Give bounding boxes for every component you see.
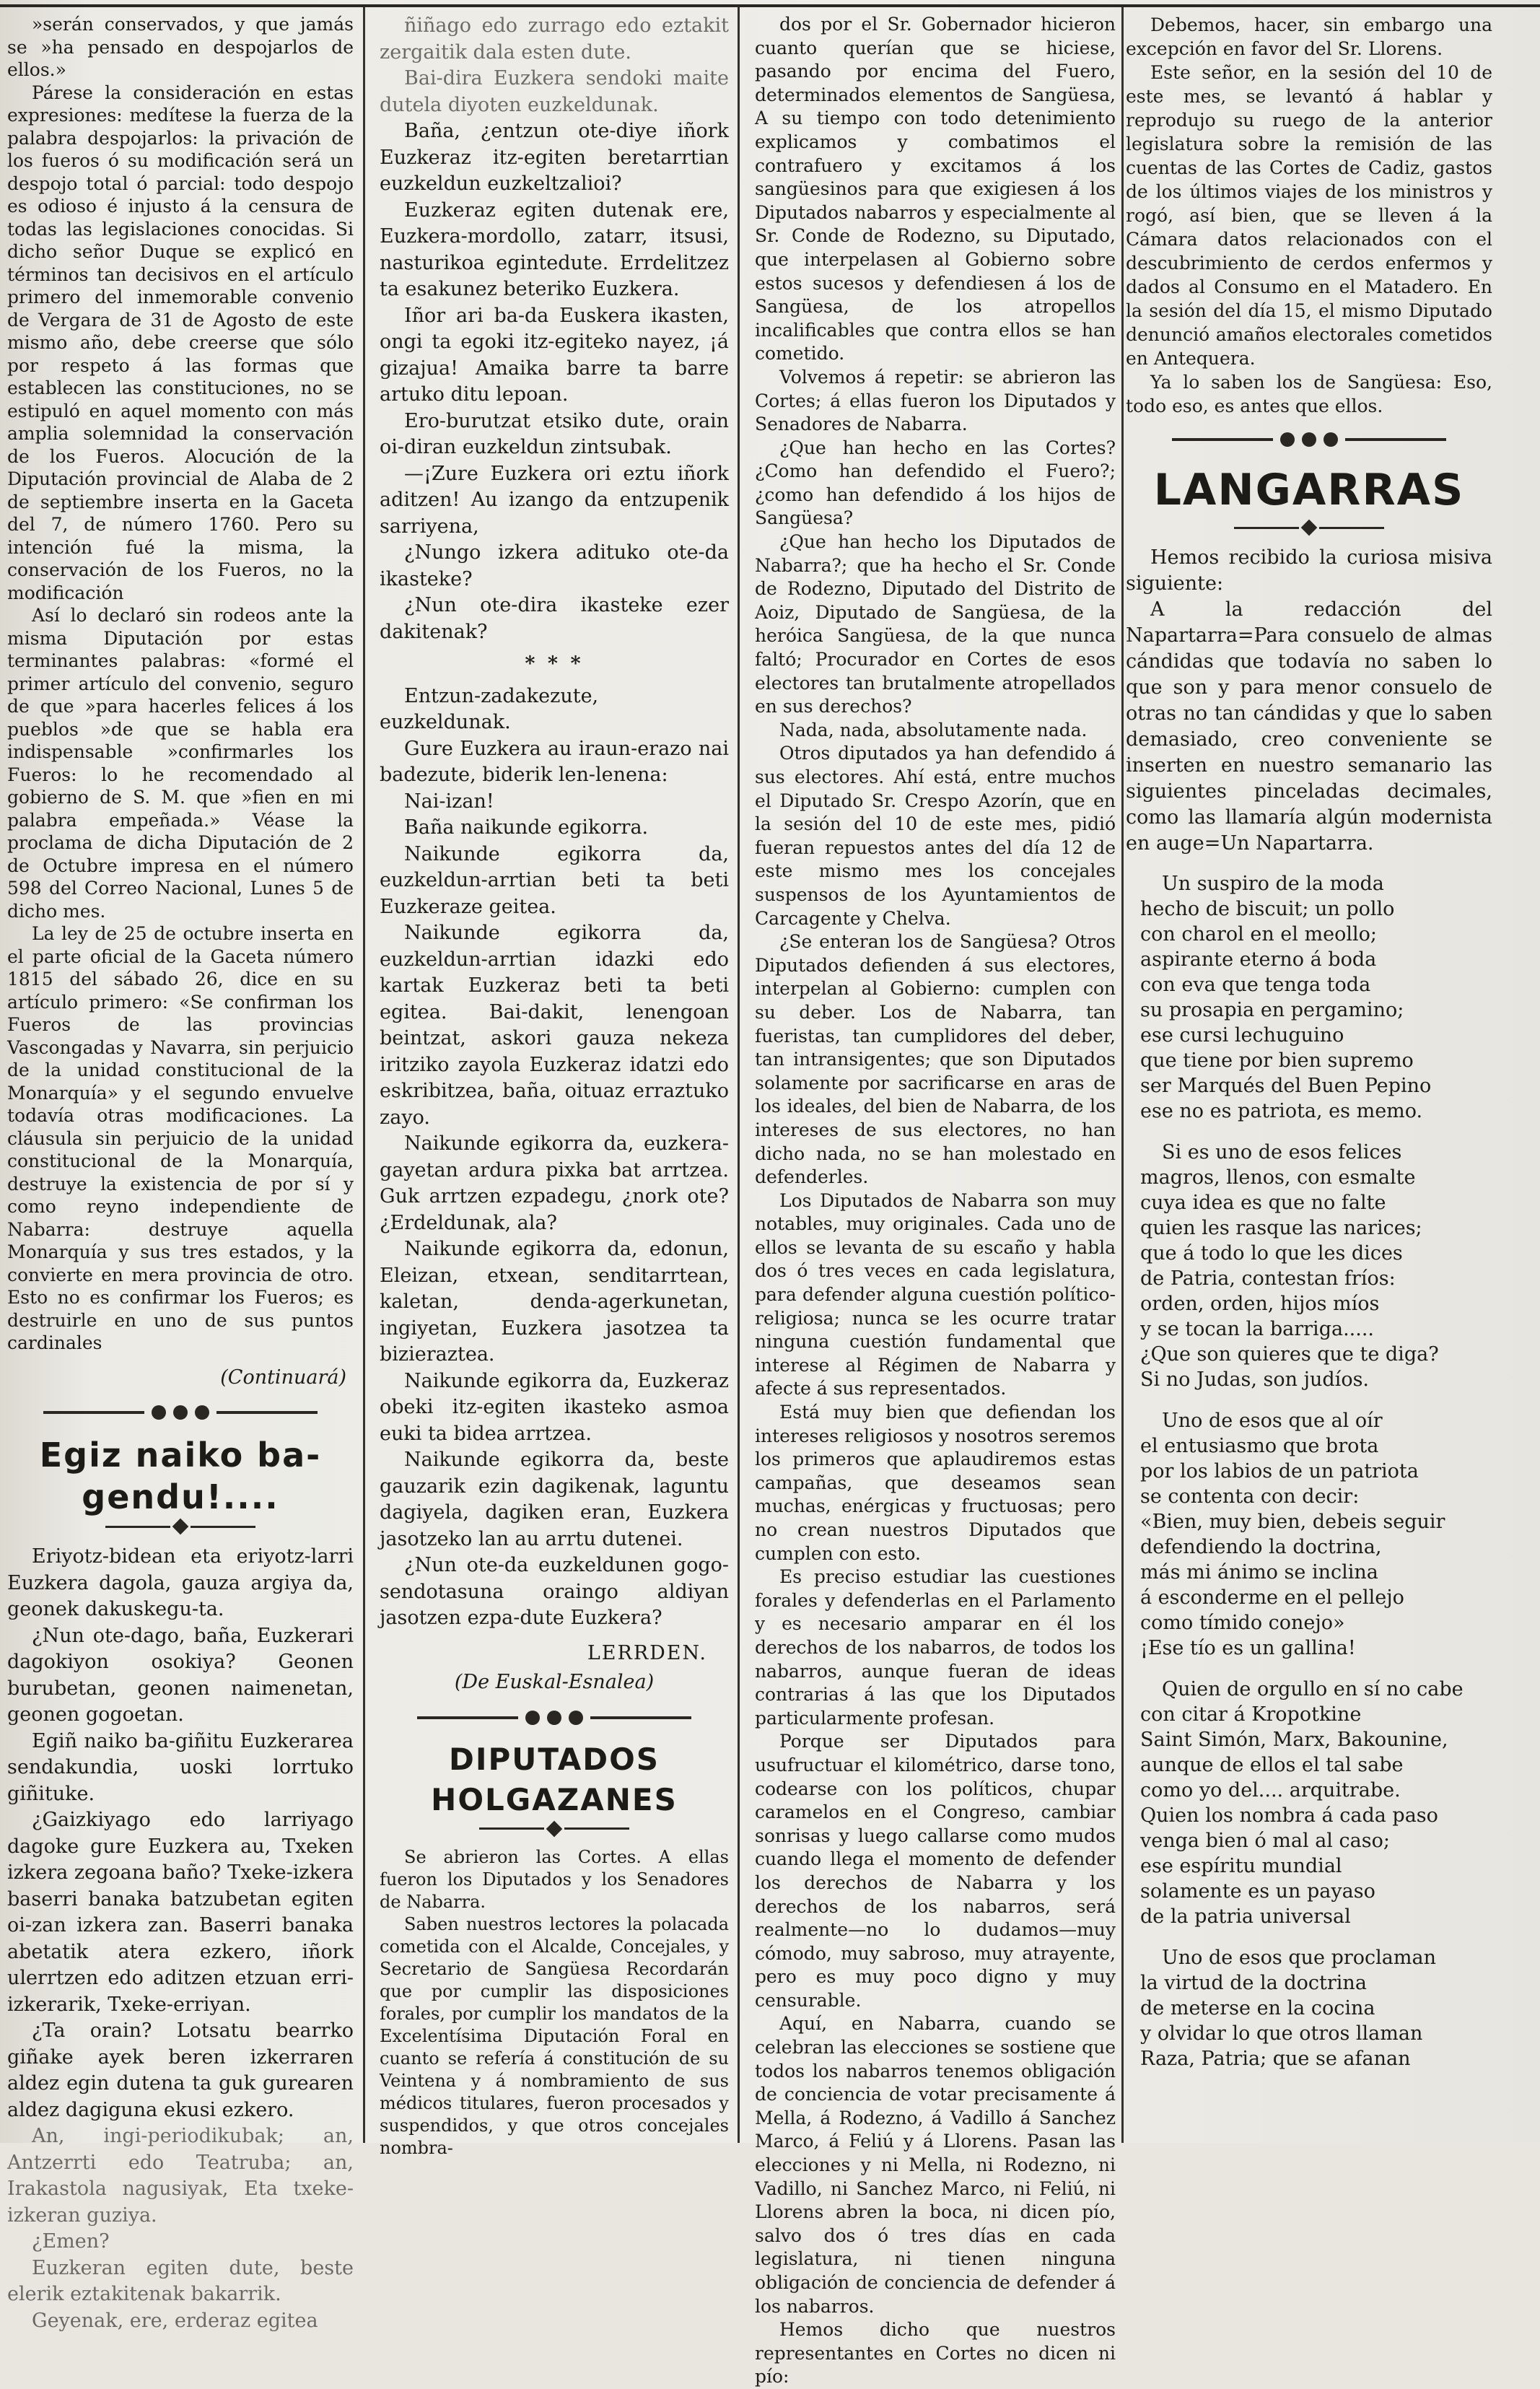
paragraph: ¿Que han hecho los Diputados de Nabarra?; que ha hecho el Sr. Conde de Rodezno, Diputado del Distrito de Aoiz, Diputado de Sangüesa, de la heróica Sangüesa, de la que nunca faltó; Procurador en Cortes de esos electores tan brutalmente atropellados en sus derechos? <box>755 531 1116 717</box>
poem-line: Uno de esos que proclaman <box>1162 1947 1436 1969</box>
poem-line: «Bien, muy bien, debeis seguir <box>1140 1511 1445 1533</box>
poem-line: ese no es patriota, es memo. <box>1140 1100 1423 1122</box>
paragraph: ¿Emen? <box>32 2230 110 2253</box>
paragraph: Baña, ¿entzun ote-diye iñork Euzkeraz itz-egiten beretarrtian euzkeldun euzkeltzalioi? <box>380 120 729 195</box>
continued-note: (Continuará) <box>220 1366 346 1389</box>
paragraph: Los Diputados de Nabarra son muy notables, muy originales. Cada uno de ellos se levanta de su escaño y habla dos ó tres veces en cada legislatura, para defender alguna cuestión político-religiosa; nunca se les ocurre tratar ninguna cuestión fundamental que interese al Régimen de Nabarra y afecte á sus representados. <box>755 1189 1116 1399</box>
poem-line: se contenta con decir: <box>1140 1485 1360 1508</box>
poem <box>1140 871 1492 2071</box>
poem-line: de meterse en la cocina <box>1140 1997 1375 2019</box>
poem-line: el entusiasmo que brota <box>1140 1435 1379 1457</box>
paragraph: Aquí, en Nabarra, cuando se celebran las elecciones se sostiene que todos los nabarros tenemos obligación de conciencia de votar precisamente á Mella, á Rodezno, á Vadillo á Sanchez Marco, á Feliú y á Llorens. Pasan las elecciones y ni Mella, ni Rodezno, ni Vadillo, ni Sanchez Marco, ni Feliú, ni Llorens abren la boca, ni dicen pío, salvo dos ó tres días en cada legislatura, ni tienen ninguna obligación de conciencia de defender á los nabarros. <box>755 2013 1116 2317</box>
poem-line: Raza, Patria; que se afanan <box>1140 2048 1411 2070</box>
paragraph: Este señor, en la sesión del 10 de este mes, se levantó á hablar y reprodujo su ruego de la anterior legislatura sobre la remisión de las cuentas de las Cortes de Cadiz, gastos de los últimos viajes de los ministros y rogó, así bien, que se lleven á la Cámara datos relacionados con el descubrimiento de cerdos enfermos y dados al Consumo en el Matadero. En la sesión del día 15, el mismo Diputado denunció amaños electorales cometidos en Antequera. <box>1126 62 1492 369</box>
paragraph: Hemos recibido la curiosa misiva siguiente: <box>1126 546 1492 595</box>
poem-line: con charol en el meollo; <box>1140 923 1377 945</box>
poem-line: venga bien ó mal al caso; <box>1140 1830 1390 1852</box>
column-1 <box>7 13 354 2332</box>
paragraph: Euzkeraz egiten dutenak ere, Euzkera-mordollo, zatarr, itsusi, nasturikoa egintedute. Errdelitzez ta esakunez beteriko Euzkera. <box>380 198 729 300</box>
top-rule <box>0 4 1540 7</box>
poem-line: hecho de biscuit; un pollo <box>1140 898 1395 920</box>
poem-line: á esconderme en el pellejo <box>1140 1586 1404 1609</box>
poem-line: aunque de ellos el tal sabe <box>1140 1754 1404 1776</box>
paragraph: Se abrieron las Cortes. A ellas fueron los Diputados y los Senadores de Nabarra. <box>380 1846 729 1912</box>
paragraph: Ya lo saben los de Sangüesa: Eso, todo eso, es antes que ellos. <box>1126 372 1492 416</box>
paragraph: ¿Nungo izkera adituko ote-da ikasteke? <box>380 541 729 590</box>
paragraph: dos por el Sr. Gobernador hicieron cuanto querían que se hiciese, pasando por encima del Fuero, determinados elementos de Sangüesa, A su tiempo con todo detenimiento explicamos y combatimos el contrafuero y excitamos á los sangüesinos para que exigiesen á los Diputados nabarros y especialmente al Sr. Conde de Rodezno, su Diputado, que interpelasen al Gobierno sobre estos sucesos y defendiesen á los de Sangüesa, de los atropellos incalificables que contra ellos se han cometido. <box>755 14 1116 364</box>
paragraph: La ley de 25 de octubre inserta en el parte oficial de la Gaceta número 1815 del sábado 26, dice en su artículo primero: «Se confirman los Fueros de las provincias Vascongadas y Navarra, sin perjuicio de la unidad constitucional de la Monarquía» y el segundo envuelve todavía otras modificaciones. La cláusula sin perjuicio de la unidad constitucional de la Monarquía, destruye la existencia de por sí y como reyno independiente de Nabarra: destruye aquella Monarquía y sus tres estados, y la convierte en mera provincia de otro. Esto no es confirmar los Fueros; es destruirle en uno de sus puntos cardinales <box>7 923 354 1353</box>
paragraph: Geyenak, ere, erderaz egitea <box>32 2309 318 2332</box>
poem-line: cuya idea es que no falte <box>1140 1192 1386 1214</box>
poem-line: como tímido conejo» <box>1140 1612 1345 1634</box>
title-ornament <box>1126 522 1492 533</box>
column-rule <box>1121 7 1124 2143</box>
paragraph: A la redacción del Napartarra=Para consuelo de almas cándidas que todavía no saben lo que son y para menor consuelo de otras no tan cándidas y que lo saben demasiado, creo conveniente se inserten en nuestro semanario las siguientes pinceladas decimales, como las llamaría algún modernista en auge=Un Napartarra. <box>1126 598 1492 855</box>
poem-stanza <box>1140 1408 1492 1661</box>
paragraph: Saben nuestros lectores la polacada cometida con el Alcalde, Concejales, y Secretario de Sangüesa Recordarán que por cumplir las disposiciones forales, por cumplir los mandatos de la Excelentísima Diputación Foral en cuanto se refería á constitución de su Veintena y á nombramiento de sus médicos titulares, fueron procesados y suspendidos, y que otros concejales nombra- <box>380 1913 729 2158</box>
paragraph: Otros diputados ya han defendido á sus electores. Ahí está, entre muchos el Diputado Sr. Crespo Azorín, que en la sesión del 10 de este mes, pidió fueran repuestos antes del día 12 de este mismo mes los concejales suspensos de los Ayuntamientos de Carcagente y Chelva. <box>755 743 1116 929</box>
poem-line: ¡Ese tío es un gallina! <box>1140 1637 1356 1659</box>
paragraph: Naikunde egikorra da, euzkeldun-arrtian idazki edo kartak Euzkeraz beti ta beti egitea. Bai-dakit, lenengoan beintzat, askori gauza nekeza iritziko zayola Euzkeraz idatzi edo eskribitzea, baña, oituaz erraztuko zayo. <box>380 922 729 1129</box>
column-rule <box>738 7 740 2143</box>
poem-line: Quien los nombra á cada paso <box>1140 1804 1438 1827</box>
paragraph: An, ingi-periodikubak; an, Antzerrti edo Teatruba; an, Irakastola nagusiyak, Eta txeke-izkeran guziya. <box>7 2125 354 2227</box>
paragraph: Nada, nada, absolutamente nada. <box>779 719 1088 741</box>
paragraph: ¿Nun ote-dago, baña, Euzkerari dagokiyon osokiya? Geonen burubetan, geonen naimenetan, geonen gogoetan. <box>7 1624 354 1726</box>
poem-line: y se tocan la barriga..... <box>1140 1318 1374 1340</box>
paragraph: Eriyotz-bidean eta eriyotz-larri Euzkera dagola, gauza argiya da, geonek dakuskegu-ta. <box>7 1545 354 1620</box>
paragraph: Gure Euzkera au iraun-erazo nai badezute, biderik len-lenena: <box>380 737 729 786</box>
column-3 <box>755 13 1116 2388</box>
paragraph: Naikunde egikorra da, Euzkeraz obeki itz-egiten ikasteko asmoa euki ta bidea arrtzea. <box>380 1369 729 1445</box>
poem-line: Uno de esos que al oír <box>1162 1410 1383 1432</box>
paragraph: Así lo declaró sin rodeos ante la misma Diputación por estas terminantes palabras: «formé el primer artículo del convenio, seguro de que »para hacerles felices á los pueblos »de que se habla era indispensable »confirmarles los Fueros: lo he recomendado al gobierno de S. M. que »fien en mi palabra empeñada.» Véase la proclama de dicha Diputación de 2 de Octubre impresa en el número 598 del Correo Nacional, Lunes 5 de dicho mes. <box>7 605 354 922</box>
poem-stanza <box>1140 871 1492 1124</box>
paragraph: —¡Zure Euzkera ori eztu iñork aditzen! Au izango da entzupenik sarriyena, <box>380 462 729 538</box>
column-4 <box>1126 13 1492 2128</box>
paragraph: Egiñ naiko ba-giñitu Euzkerarea sendakundia, uoski lorrtuko giñituke. <box>7 1729 354 1805</box>
paragraph: ¿Gaizkiyago edo larriyago dagoke gure Euzkera au, Txeken izkera zegoana baño? Txeke-izkera baserri banaka batzubetan egiten oi-zan izkera zan. Baserri banaka abetatik atera ezkero, iñork ulerrtzen edo aditzen etzuan erri-izkerarik, Txeke-erriyan. <box>7 1809 354 2016</box>
ornament-divider <box>1126 432 1492 447</box>
paragraph: Ero-burutzat etsiko dute, orain oi-diran euzkeldun zintsubak. <box>380 409 729 458</box>
ornament-divider <box>380 1711 729 1725</box>
source-credit: (De Euskal-Esnalea) <box>454 1671 655 1693</box>
poem-line: Si no Judas, son judíos. <box>1140 1368 1370 1391</box>
poem-line: de Patria, contestan fríos: <box>1140 1267 1396 1290</box>
column-2 <box>380 13 729 2158</box>
paragraph: Naikunde egikorra da, beste gauzarik ezin dagikenak, laguntu dagiyela, dagiken eran, Euzkera jasotzeko lan au arrtu dutenei. <box>380 1449 729 1550</box>
paragraph: Iñor ari ba-da Euskera ikasten, ongi ta egoki itz-egiteko nayez, ¡á gizajua! Amaika barre ta barre artuko ditu lepoan. <box>380 304 729 406</box>
article-title: LANGARRAS <box>1153 465 1465 515</box>
paragraph: Volvemos á repetir: se abrieron las Cortes; á ellas fueron los Diputados y Senadores de Nabarra. <box>755 366 1116 435</box>
paragraph: Naikunde egikorra da, edonun, Eleizan, etxean, senditarrtean, kaletan, denda-agerkunetan, ingiyetan, Euzkera jasotzea ta bizieraztea. <box>380 1238 729 1366</box>
paragraph: Bai-dira Euzkera sendoki maite dutela diyoten euzkeldunak. <box>380 67 729 116</box>
paragraph: Hemos dicho que nuestros representantes en Cortes no dicen ni pío: <box>755 2319 1116 2388</box>
poem-line: por los labios de un patriota <box>1140 1460 1419 1482</box>
title-ornament <box>7 1521 354 1532</box>
paragraph: ¿Ta orain? Lotsatu bearrko giñake ayek beren izkerraren aldez egin dutena ta guk gurearen aldez dagiguna ekusi ezkero. <box>7 2019 354 2121</box>
paragraph: Baña naikunde egikorra. <box>404 816 649 839</box>
paragraph: Es preciso estudiar las cuestiones forales y defenderlas en el Parlamento y es necesario amparar en él los derechos de los nabarros, de todos los nabarros, aunque fueran de ideas contrarias á las que los Diputados particularmente profesan. <box>755 1566 1116 1729</box>
paragraph: Debemos, hacer, sin embargo una excepción en favor del Sr. Llorens. <box>1126 14 1492 59</box>
poem-line: solamente es un payaso <box>1140 1880 1375 1903</box>
poem-line: magros, llenos, con esmalte <box>1140 1166 1416 1189</box>
poem-line: que tiene por bien supremo <box>1140 1049 1414 1072</box>
poem-line: la virtud de la doctrina <box>1140 1972 1367 1994</box>
poem-line: que á todo lo que les dices <box>1140 1242 1403 1265</box>
paragraph: Euzkeran egiten dute, beste elerik eztakitenak bakarrik. <box>7 2256 354 2305</box>
poem-line: Un suspiro de la moda <box>1162 873 1384 895</box>
ornament-divider <box>7 1405 354 1420</box>
poem-line: con citar á Kropotkine <box>1140 1703 1362 1726</box>
paragraph: Entzun-zadakezute, euzkeldunak. <box>380 684 599 733</box>
poem-line: ¿Que son quieres que te diga? <box>1140 1343 1439 1366</box>
poem-line: Saint Simón, Marx, Bakounine, <box>1140 1729 1448 1751</box>
paragraph: Naikunde egikorra da, euzkera-gayetan ardura pixka bat arrtzea. Guk arrtzen ezpadegu, ¿nork ote? ¿Erdeldunak, ala? <box>380 1132 729 1234</box>
paragraph: Nai-izan! <box>404 790 494 813</box>
poem-line: y olvidar lo que otros llaman <box>1140 2022 1423 2045</box>
paragraph: Está muy bien que defiendan los intereses religiosos y nosotros seremos los primeros que aplaudiremos estas campañas, que deseamos sean muchas, enérgicas y fructuosas; pero no crean nuestros Diputados que cumplen con esto. <box>755 1402 1116 1564</box>
poem-line: ser Marqués del Buen Pepino <box>1140 1075 1432 1097</box>
paragraph: Porque ser Diputados para usufructuar el kilométrico, darse tono, codearse con los políticos, chupar caramelos en el Congreso, cambiar sonrisas y luego callarse como mudos cuando llega el momento de defender los derechos de Nabarra y los derechos de los nabarros, será realmente—no lo dudamos—muy cómodo, muy sabroso, muy atrayente, pero es muy poco digno y muy censurable. <box>755 1731 1116 2011</box>
paragraph: Párese la consideración en estas expresiones: medítese la fuerza de la palabra despojarlos: la privación de los fueros ó su modificación será un despojo total ó parcial: todo despojo es odioso é injusto á la censura de todas las legislaciones conocidas. Si dicho señor Duque se explicó en términos tan decisivos en el artículo primero del inmemorable convenio de Vergara de 31 de Agosto de este mismo año, debe creerse que sólo por respeto á las formas que establecen las constituciones, no se estipuló en aquel momento con más amplia solemnidad la conservación de los Fueros. Alocución de la Diputación provincial de Alaba de 2 de septiembre inserta en la Gaceta del 7, de número 1760. Pero su intención fué la misma, la conservación de los Fueros, no la modificación <box>7 82 354 603</box>
column-rule <box>363 7 365 2143</box>
poem-line: quien les rasque las narices; <box>1140 1217 1422 1239</box>
paragraph: ñiñago edo zurrago edo eztakit zergaitik dala esten dute. <box>380 14 729 64</box>
poem-line: de la patria universal <box>1140 1905 1351 1928</box>
poem-line: más mi ánimo se inclina <box>1140 1561 1378 1584</box>
poem-line: ese cursi lechuguino <box>1140 1024 1344 1047</box>
poem-stanza <box>1140 1945 1492 2071</box>
poem-line: su prosapia en pergamino; <box>1140 999 1404 1021</box>
poem-line: orden, orden, hijos míos <box>1140 1293 1380 1315</box>
paragraph: ¿Nun ote-dira ikasteke ezer dakitenak? <box>380 594 729 643</box>
signature: LERRDEN. <box>587 1641 707 1664</box>
paragraph: Naikunde egikorra da, euzkeldun-arrtian beti ta beti Euzkeraze geitea. <box>380 842 729 918</box>
poem-line: ese espíritu mundial <box>1140 1855 1342 1877</box>
poem-line: como yo del.... arquitrabe. <box>1140 1779 1401 1801</box>
section-stars: * * * <box>525 652 584 675</box>
poem-line: defendiendo la doctrina, <box>1140 1536 1382 1558</box>
paragraph: »serán conservados, y que jamás se »ha pensado en despojarlos de ellos.» <box>7 14 354 80</box>
title-ornament <box>380 1823 729 1835</box>
article-title: Egiz naiko ba-gendu!.... <box>39 1436 322 1516</box>
poem-line: con eva que tenga toda <box>1140 974 1371 996</box>
paragraph: ¿Nun ote-da euzkeldunen gogo-sendotasuna oraingo aldiyan jasotzen ezpa-dute Euzkera? <box>380 1554 729 1629</box>
poem-stanza <box>1140 1140 1492 1392</box>
poem-line: aspirante eterno á boda <box>1140 948 1377 971</box>
paragraph: ¿Se enteran los de Sangüesa? Otros Diputados defienden á sus electores, interpelan al Gobierno: cumplen con su deber. Los de Nabarra, tan fueristas, tan cumplidores del deber, tan intransigentes; que son Diputados solamente por sacrificarse en aras de los ideales, del bien de Nabarra, de los intereses de sus electores, no han dicho nada, no se han molestado en defenderles. <box>755 931 1116 1188</box>
article-title: DIPUTADOS HOLGAZANES <box>431 1741 678 1817</box>
paragraph: ¿Que han hecho en las Cortes? ¿Como han defendido el Fuero?; ¿como han defendido á los hijos de Sangüesa? <box>755 437 1116 529</box>
poem-line: Si es uno de esos felices <box>1162 1141 1402 1163</box>
poem-line: Quien de orgullo en sí no cabe <box>1162 1678 1464 1700</box>
poem-stanza <box>1140 1677 1492 1929</box>
